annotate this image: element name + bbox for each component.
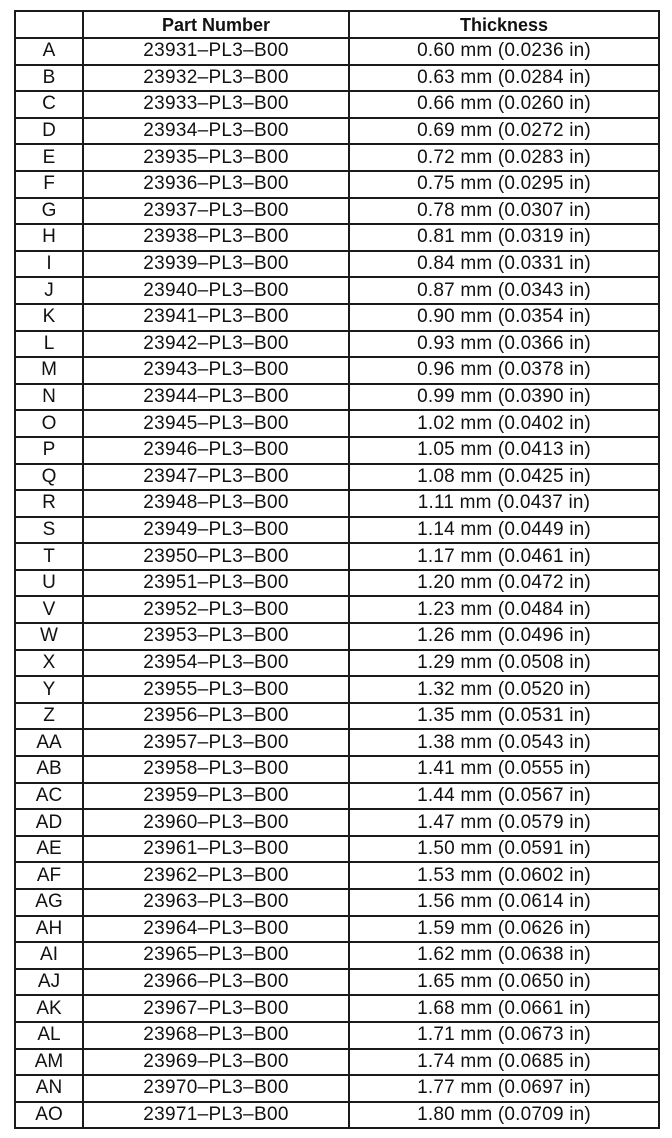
table-row (15, 277, 659, 304)
cell-thickness: 1.20 mm (0.0472 in) (349, 570, 659, 597)
cell-thickness: 1.80 mm (0.0709 in) (349, 1102, 659, 1129)
cell-part-number: 23971–PL3–B00 (83, 1102, 349, 1129)
cell-part-number: 23946–PL3–B00 (83, 437, 349, 464)
cell-letter: AF (15, 862, 83, 889)
column-header-thickness: Thickness (349, 11, 659, 38)
cell-letter: P (15, 437, 83, 464)
cell-part-number: 23968–PL3–B00 (83, 1022, 349, 1049)
cell-letter: F (15, 171, 83, 198)
cell-part-number: 23949–PL3–B00 (83, 517, 349, 544)
cell-thickness: 1.65 mm (0.0650 in) (349, 969, 659, 996)
cell-part-number: 23942–PL3–B00 (83, 331, 349, 358)
table-row (15, 410, 659, 437)
table-row (15, 729, 659, 756)
table-row (15, 331, 659, 358)
cell-thickness: 1.11 mm (0.0437 in) (349, 490, 659, 517)
table-row (15, 596, 659, 623)
table-row (15, 543, 659, 570)
table-row (15, 809, 659, 836)
cell-letter: S (15, 517, 83, 544)
table-row (15, 65, 659, 92)
table-row (15, 969, 659, 996)
table-row (15, 570, 659, 597)
cell-part-number: 23961–PL3–B00 (83, 836, 349, 863)
cell-letter: T (15, 543, 83, 570)
cell-thickness: 1.71 mm (0.0673 in) (349, 1022, 659, 1049)
table-row (15, 676, 659, 703)
table-row (15, 38, 659, 65)
table-row (15, 942, 659, 969)
cell-letter: N (15, 384, 83, 411)
cell-letter: G (15, 198, 83, 225)
cell-part-number: 23965–PL3–B00 (83, 942, 349, 969)
cell-thickness: 0.99 mm (0.0390 in) (349, 384, 659, 411)
table-row (15, 756, 659, 783)
cell-part-number: 23952–PL3–B00 (83, 596, 349, 623)
table-row (15, 862, 659, 889)
cell-thickness: 1.02 mm (0.0402 in) (349, 410, 659, 437)
cell-part-number: 23931–PL3–B00 (83, 38, 349, 65)
cell-thickness: 1.53 mm (0.0602 in) (349, 862, 659, 889)
cell-letter: V (15, 596, 83, 623)
cell-letter: AK (15, 995, 83, 1022)
cell-part-number: 23967–PL3–B00 (83, 995, 349, 1022)
cell-part-number: 23955–PL3–B00 (83, 676, 349, 703)
cell-part-number: 23932–PL3–B00 (83, 65, 349, 92)
cell-part-number: 23959–PL3–B00 (83, 783, 349, 810)
table-row (15, 703, 659, 730)
cell-thickness: 1.77 mm (0.0697 in) (349, 1075, 659, 1102)
cell-thickness: 1.26 mm (0.0496 in) (349, 623, 659, 650)
cell-part-number: 23951–PL3–B00 (83, 570, 349, 597)
cell-letter: U (15, 570, 83, 597)
cell-letter: X (15, 650, 83, 677)
cell-thickness: 0.81 mm (0.0319 in) (349, 224, 659, 251)
cell-letter: AG (15, 889, 83, 916)
cell-part-number: 23962–PL3–B00 (83, 862, 349, 889)
cell-thickness: 0.75 mm (0.0295 in) (349, 171, 659, 198)
cell-part-number: 23940–PL3–B00 (83, 277, 349, 304)
cell-thickness: 0.69 mm (0.0272 in) (349, 118, 659, 145)
cell-part-number: 23935–PL3–B00 (83, 144, 349, 171)
cell-part-number: 23941–PL3–B00 (83, 304, 349, 331)
table-row (15, 783, 659, 810)
cell-thickness: 1.17 mm (0.0461 in) (349, 543, 659, 570)
table-row (15, 437, 659, 464)
table-row (15, 198, 659, 225)
cell-letter: J (15, 277, 83, 304)
cell-letter: Z (15, 703, 83, 730)
table-row (15, 118, 659, 145)
cell-letter: Q (15, 464, 83, 491)
cell-letter: H (15, 224, 83, 251)
cell-letter: I (15, 251, 83, 278)
table-row (15, 889, 659, 916)
cell-part-number: 23939–PL3–B00 (83, 251, 349, 278)
cell-letter: W (15, 623, 83, 650)
cell-thickness: 0.72 mm (0.0283 in) (349, 144, 659, 171)
cell-part-number: 23943–PL3–B00 (83, 357, 349, 384)
table-row (15, 623, 659, 650)
cell-thickness: 1.23 mm (0.0484 in) (349, 596, 659, 623)
cell-thickness: 0.90 mm (0.0354 in) (349, 304, 659, 331)
cell-thickness: 1.38 mm (0.0543 in) (349, 729, 659, 756)
table-row (15, 357, 659, 384)
cell-letter: C (15, 91, 83, 118)
cell-part-number: 23933–PL3–B00 (83, 91, 349, 118)
cell-part-number: 23944–PL3–B00 (83, 384, 349, 411)
cell-part-number: 23956–PL3–B00 (83, 703, 349, 730)
table-row (15, 384, 659, 411)
cell-thickness: 1.44 mm (0.0567 in) (349, 783, 659, 810)
cell-letter: AI (15, 942, 83, 969)
cell-letter: K (15, 304, 83, 331)
cell-thickness: 1.32 mm (0.0520 in) (349, 676, 659, 703)
cell-thickness: 0.63 mm (0.0284 in) (349, 65, 659, 92)
cell-letter: AE (15, 836, 83, 863)
cell-part-number: 23969–PL3–B00 (83, 1049, 349, 1076)
cell-letter: AL (15, 1022, 83, 1049)
cell-thickness: 1.68 mm (0.0661 in) (349, 995, 659, 1022)
cell-thickness: 1.05 mm (0.0413 in) (349, 437, 659, 464)
cell-thickness: 1.41 mm (0.0555 in) (349, 756, 659, 783)
cell-thickness: 1.14 mm (0.0449 in) (349, 517, 659, 544)
table-row (15, 916, 659, 943)
table-row (15, 251, 659, 278)
cell-part-number: 23953–PL3–B00 (83, 623, 349, 650)
cell-thickness: 0.78 mm (0.0307 in) (349, 198, 659, 225)
cell-letter: AM (15, 1049, 83, 1076)
cell-part-number: 23938–PL3–B00 (83, 224, 349, 251)
cell-part-number: 23964–PL3–B00 (83, 916, 349, 943)
table-row (15, 1022, 659, 1049)
cell-letter: M (15, 357, 83, 384)
table-row (15, 464, 659, 491)
cell-letter: A (15, 38, 83, 65)
cell-part-number: 23970–PL3–B00 (83, 1075, 349, 1102)
cell-thickness: 0.96 mm (0.0378 in) (349, 357, 659, 384)
cell-thickness: 0.87 mm (0.0343 in) (349, 277, 659, 304)
cell-letter: AO (15, 1102, 83, 1129)
cell-letter: D (15, 118, 83, 145)
cell-part-number: 23957–PL3–B00 (83, 729, 349, 756)
cell-thickness: 1.47 mm (0.0579 in) (349, 809, 659, 836)
cell-letter: Y (15, 676, 83, 703)
cell-part-number: 23948–PL3–B00 (83, 490, 349, 517)
cell-letter: AJ (15, 969, 83, 996)
cell-part-number: 23960–PL3–B00 (83, 809, 349, 836)
shim-thickness-table (14, 10, 660, 1129)
cell-letter: E (15, 144, 83, 171)
cell-part-number: 23963–PL3–B00 (83, 889, 349, 916)
cell-thickness: 1.29 mm (0.0508 in) (349, 650, 659, 677)
cell-letter: AA (15, 729, 83, 756)
cell-thickness: 1.62 mm (0.0638 in) (349, 942, 659, 969)
cell-letter: AC (15, 783, 83, 810)
cell-thickness: 1.74 mm (0.0685 in) (349, 1049, 659, 1076)
table-row (15, 171, 659, 198)
table-row (15, 91, 659, 118)
table-row (15, 224, 659, 251)
column-header-part-number: Part Number (83, 11, 349, 38)
cell-part-number: 23945–PL3–B00 (83, 410, 349, 437)
cell-thickness: 1.56 mm (0.0614 in) (349, 889, 659, 916)
table-row (15, 1102, 659, 1129)
column-header-letter (15, 11, 83, 38)
cell-part-number: 23937–PL3–B00 (83, 198, 349, 225)
cell-part-number: 23954–PL3–B00 (83, 650, 349, 677)
cell-part-number: 23958–PL3–B00 (83, 756, 349, 783)
cell-letter: O (15, 410, 83, 437)
cell-letter: AN (15, 1075, 83, 1102)
cell-thickness: 1.08 mm (0.0425 in) (349, 464, 659, 491)
cell-letter: AD (15, 809, 83, 836)
cell-letter: L (15, 331, 83, 358)
table-row (15, 836, 659, 863)
table-row (15, 144, 659, 171)
cell-thickness: 0.84 mm (0.0331 in) (349, 251, 659, 278)
cell-letter: R (15, 490, 83, 517)
cell-part-number: 23950–PL3–B00 (83, 543, 349, 570)
table-row (15, 995, 659, 1022)
cell-thickness: 1.59 mm (0.0626 in) (349, 916, 659, 943)
table-body (15, 38, 659, 1128)
cell-letter: AB (15, 756, 83, 783)
table-row (15, 650, 659, 677)
cell-thickness: 1.35 mm (0.0531 in) (349, 703, 659, 730)
table-row (15, 1075, 659, 1102)
cell-thickness: 1.50 mm (0.0591 in) (349, 836, 659, 863)
cell-part-number: 23934–PL3–B00 (83, 118, 349, 145)
cell-thickness: 0.60 mm (0.0236 in) (349, 38, 659, 65)
table-row (15, 1049, 659, 1076)
table-header-row (15, 11, 659, 38)
cell-letter: B (15, 65, 83, 92)
cell-part-number: 23936–PL3–B00 (83, 171, 349, 198)
cell-part-number: 23947–PL3–B00 (83, 464, 349, 491)
table-row (15, 490, 659, 517)
cell-part-number: 23966–PL3–B00 (83, 969, 349, 996)
table-row (15, 517, 659, 544)
table-row (15, 304, 659, 331)
cell-thickness: 0.66 mm (0.0260 in) (349, 91, 659, 118)
cell-thickness: 0.93 mm (0.0366 in) (349, 331, 659, 358)
cell-letter: AH (15, 916, 83, 943)
